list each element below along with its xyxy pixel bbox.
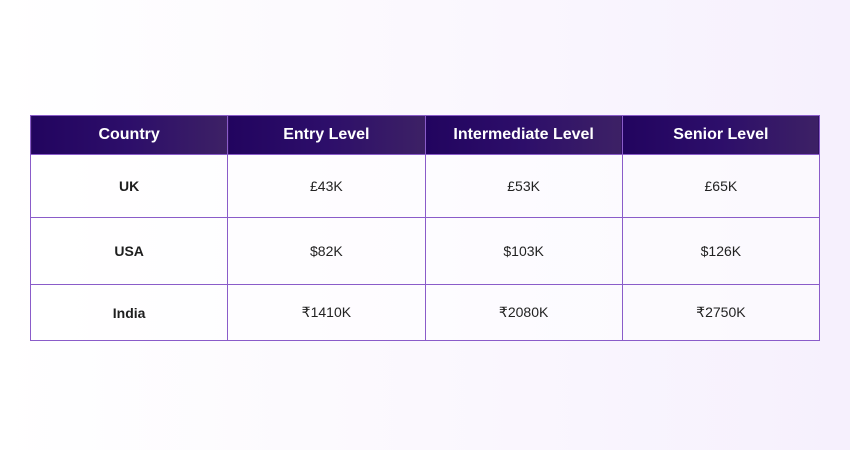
senior-cell: $126K [622, 218, 819, 285]
header-intermediate-level: Intermediate Level [425, 116, 622, 155]
senior-cell: ₹2750K [622, 285, 819, 341]
country-cell: UK [31, 155, 228, 218]
header-row [31, 116, 820, 155]
country-cell: USA [31, 218, 228, 285]
salary-table [30, 115, 820, 341]
header-country: Country [31, 116, 228, 155]
country-cell: India [31, 285, 228, 341]
header-entry-level: Entry Level [228, 116, 425, 155]
intermediate-cell: $103K [425, 218, 622, 285]
header-senior-level: Senior Level [622, 116, 819, 155]
table-row [31, 218, 820, 285]
senior-cell: £65K [622, 155, 819, 218]
table-row [31, 155, 820, 218]
intermediate-cell: ₹2080K [425, 285, 622, 341]
entry-cell: ₹1410K [228, 285, 425, 341]
entry-cell: £43K [228, 155, 425, 218]
table-row [31, 285, 820, 341]
intermediate-cell: £53K [425, 155, 622, 218]
entry-cell: $82K [228, 218, 425, 285]
